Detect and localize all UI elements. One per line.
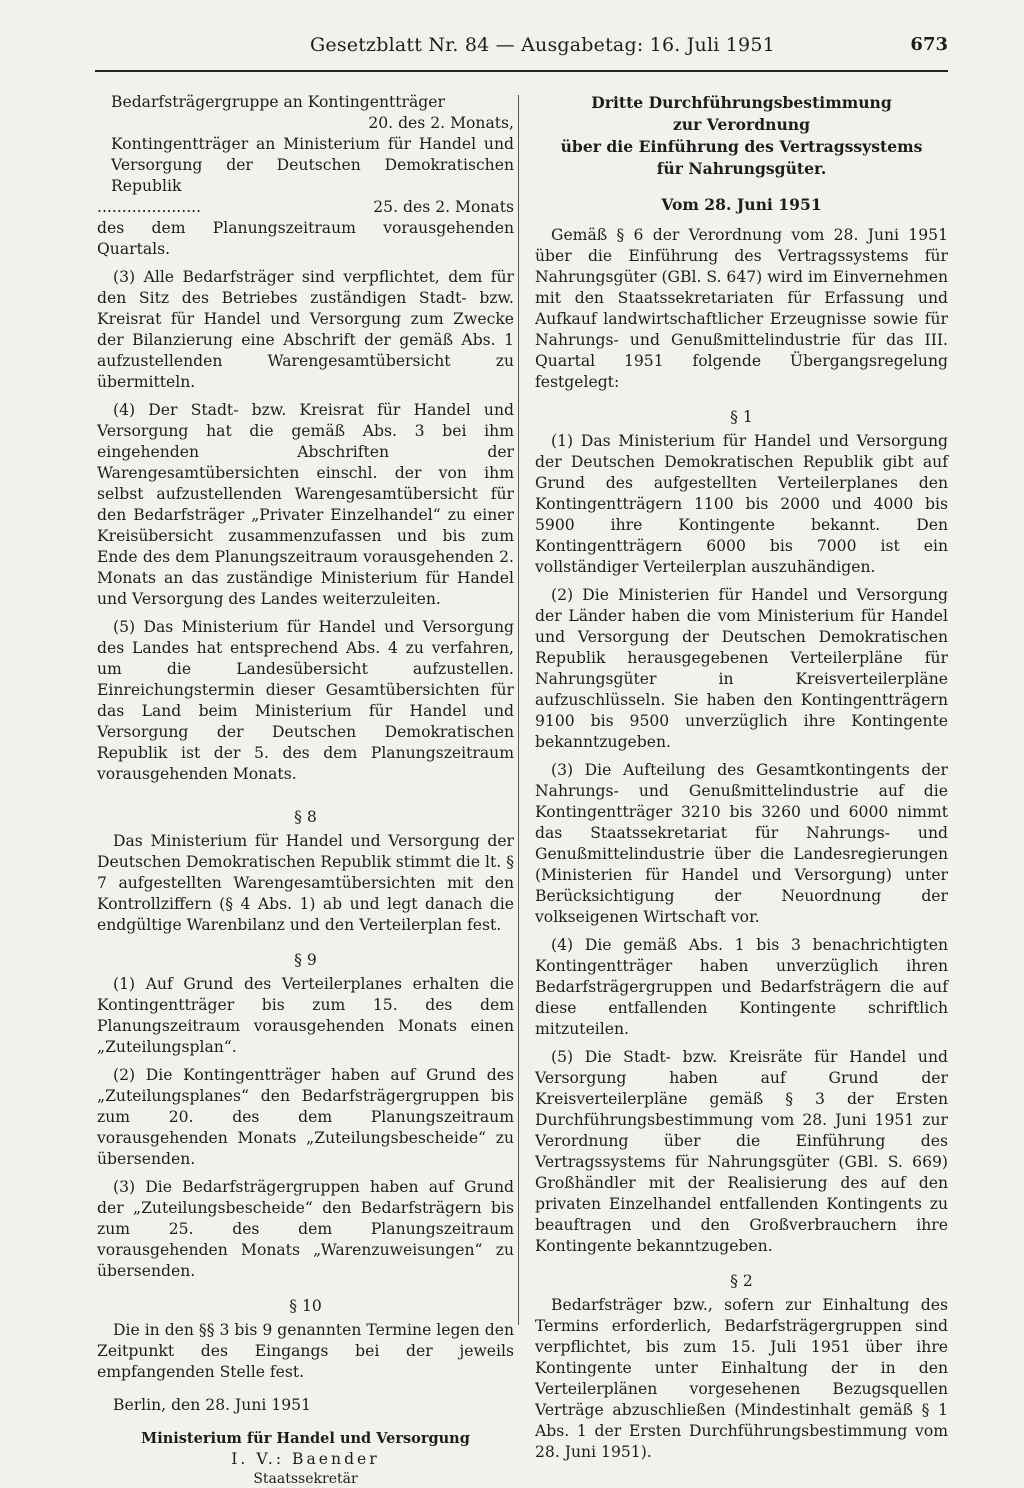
decree-title-line-3: über die Einführung des Vertragssystems: [560, 137, 923, 156]
section-9-heading: § 9: [294, 951, 317, 969]
section-1-paragraph-5: (5) Die Stadt- bzw. Kreisräte für Handel und Versorgung haben auf Grund der Kreisverteilerpläne gemäß § 3 der Ersten Durchführungsbestimmung vom 28. Juni 1951 zur Verordnung über die Einführung des Vertragssystems für Nahrungsgüter (GBl. S. 669) Großhändler mit der Realisierung des auf den privaten Einzelhandel entfallenden Kontingents zu beauftragen und den Großverbrauchern ihre Kontingente bekanntzugeben.: [535, 1048, 948, 1255]
decree-date: Vom 28. Juni 1951: [661, 195, 822, 214]
gazette-title: Gesetzblatt Nr. 84 — Ausgabetag: 16. Juli 1951: [310, 34, 775, 56]
section-1-heading: § 1: [730, 408, 753, 426]
paragraph-3: (3) Alle Bedarfsträger sind verpflichtet, dem für den Sitz des Betriebes zuständigen Stadt- bzw. Kreisrat für Handel und Versorgung zum Zwecke der Bilanzierung eine Abschrift der gemäß Abs. 1 aufzustellenden Warengesamtübersicht zu übermitteln.: [97, 268, 514, 391]
section-10-text: Die in den §§ 3 bis 9 genannten Termine legen den Zeitpunkt des Eingangs bei der jeweils empfangenden Stelle fest.: [97, 1321, 514, 1381]
decree-intro: Gemäß § 6 der Verordnung vom 28. Juni 1951 über die Einführung des Vertragssystems für Nahrungsgüter (GBl. S. 647) wird im Einvernehmen mit den Staatssekretariaten für Erfassung und Aufkauf landwirtschaftlicher Erzeugnisse sowie für Nahrungs- und Genußmittelindustrie für das III. Quartal 1951 folgende Übergangsregelung festgelegt:: [535, 226, 948, 391]
column-divider: [518, 95, 519, 1325]
decree-title-line-2: zur Verordnung: [672, 115, 811, 134]
section-9-paragraph-3: (3) Die Bedarfsträgergruppen haben auf Grund der „Zuteilungsbescheide“ den Bedarfsträgern bis zum 25. des dem Planungszeitraum vorausgehenden Monats „Warenzuweisungen“ zu übersenden.: [97, 1178, 514, 1280]
signature-ministry: Ministerium für Handel und Versorgung: [141, 1430, 470, 1447]
page-number: 673: [910, 34, 948, 55]
section-1-paragraph-4: (4) Die gemäß Abs. 1 bis 3 benachrichtigten Kontingentträger haben unverzüglich ihren Bedarfsträgergruppen und Bedarfsträgern die auf diese entfallenden Kontingente schriftlich mitzuteilen.: [535, 936, 948, 1038]
schedule-line-3: Kontingentträger an Ministerium für Handel und Versorgung der Deutschen Demokratischen Republik: [111, 135, 514, 195]
schedule-dots-row: [97, 197, 514, 218]
schedule-deadline: 25. des 2. Monats: [373, 198, 514, 216]
section-2-heading: § 2: [730, 1272, 753, 1290]
left-column: [97, 92, 514, 1488]
section-1-paragraph-2: (2) Die Ministerien für Handel und Versorgung der Länder haben die vom Ministerium für Handel und Versorgung der Deutschen Demokratischen Republik herausgegebenen Verteilerpläne für Nahrungsgüter in Kreisverteilerpläne aufzuschlüsseln. Sie haben den Kontingentträgern 9100 bis 9500 unverzüglich ihre Kontingente bekanntzugeben.: [535, 586, 948, 751]
schedule-dots: .....................: [97, 198, 202, 216]
section-10-heading: § 10: [289, 1297, 322, 1315]
decree-title-line-4: für Nahrungsgüter.: [656, 159, 827, 178]
schedule-line-1: Bedarfsträgergruppe an Kontingentträger: [111, 93, 445, 111]
section-9-paragraph-2: (2) Die Kontingentträger haben auf Grund des „Zuteilungsplanes“ den Bedarfsträgergruppen bis zum 20. des dem Planungszeitraum vorausgehenden Monats „Zuteilungsbescheide“ zu übersenden.: [97, 1066, 514, 1168]
section-1-paragraph-1: (1) Das Ministerium für Handel und Versorgung der Deutschen Demokratischen Republik gibt auf Grund des aufgestellten Verteilerplanes den Kontingentträgern 1100 bis 2000 und 4000 bis 5900 ihre Kontingente bekannt. Den Kontingentträgern 6000 bis 7000 ist ein vollständiger Verteilerplan auszuhändigen.: [535, 432, 948, 576]
section-1-paragraph-3: (3) Die Aufteilung des Gesamtkontingents der Nahrungs- und Genußmittelindustrie auf die Kontingentträger 3210 bis 3260 und 6000 nimmt das Staatssekretariat für Nahrungs- und Genußmittelindustrie über die Landesregierungen (Ministerien für Handel und Versorgung) unter Berücksichtigung der Neuordnung der volkseigenen Wirtschaft vor.: [535, 761, 948, 926]
decree-title-line-1: Dritte Durchführungsbestimmung: [591, 93, 892, 112]
schedule-line-2: 20. des 2. Monats,: [368, 114, 514, 132]
right-column: [535, 92, 948, 1470]
section-8-text: Das Ministerium für Handel und Versorgung der Deutschen Demokratischen Republik stimmt die lt. § 7 aufgestellten Warengesamtübersichten mit den Kontrollziffern (§ 4 Abs. 1) ab und legt danach die endgültige Warenbilanz und den Verteilerplan fest.: [97, 832, 514, 934]
schedule-line-4: des dem Planungszeitraum vorausgehenden Quartals.: [97, 219, 514, 258]
section-9-paragraph-1: (1) Auf Grund des Verteilerplanes erhalten die Kontingentträger bis zum 15. des dem Planungszeitraum vorausgehenden Monats einen „Zuteilungsplan“.: [97, 975, 514, 1056]
page-header: [95, 30, 948, 72]
place-date: Berlin, den 28. Juni 1951: [113, 1396, 312, 1414]
section-2-text: Bedarfsträger bzw., sofern zur Einhaltung des Termins erforderlich, Bedarfsträgergruppen sind verpflichtet, bis zum 15. Juli 1951 über ihre Kontingente unter Einhaltung der in den Verteilerplänen vorgesehenen Bezugsquellen Verträge abzuschließen (Mindestinhalt gemäß § 1 Abs. 1 der Ersten Durchführungsbestimmung vom 28. Juni 1951).: [535, 1296, 948, 1461]
signature-name: I. V.: Baender: [231, 1450, 380, 1468]
paragraph-4: (4) Der Stadt- bzw. Kreisrat für Handel und Versorgung hat die gemäß Abs. 3 bei ihm eingehenden Abschriften der Warengesamtübersichten einschl. der von ihm selbst aufzustellenden Warengesamtübersicht für den Bedarfsträger „Privater Einzelhandel“ zu einer Kreisübersicht zusammenzufassen und bis zum Ende des dem Planungszeitraum vorausgehenden 2. Monats an das zuständige Ministerium für Handel und Versorgung des Landes weiterzuleiten.: [97, 401, 514, 608]
paragraph-5: (5) Das Ministerium für Handel und Versorgung des Landes hat entsprechend Abs. 4 zu verfahren, um die Landesübersicht aufzustellen. Einreichungstermin dieser Gesamtübersichten für das Land beim Ministerium für Handel und Versorgung der Deutschen Demokratischen Republik ist der 5. des dem Planungszeitraum vorausgehenden Monats.: [97, 618, 514, 783]
signature-role: Staatssekretär: [253, 1471, 358, 1487]
section-8-heading: § 8: [294, 808, 317, 826]
